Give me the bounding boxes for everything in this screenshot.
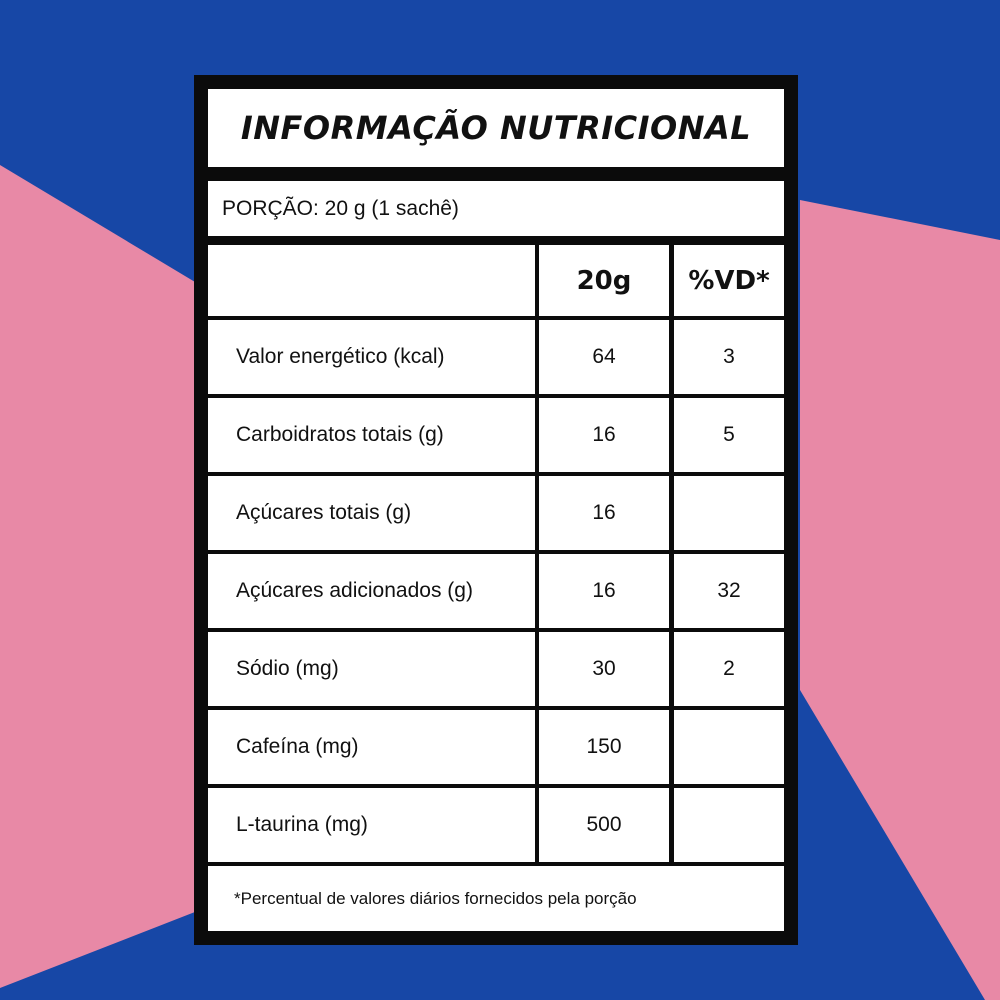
nutrient-label: Valor energético (kcal) — [208, 320, 535, 394]
nutrient-amount: 16 — [539, 398, 669, 472]
nutrient-dv — [674, 710, 784, 784]
nutrient-dv: 32 — [674, 554, 784, 628]
nutrient-dv — [674, 476, 784, 550]
nutrient-dv: 2 — [674, 632, 784, 706]
label-title: INFORMAÇÃO NUTRICIONAL — [208, 89, 784, 167]
nutrient-label: Cafeína (mg) — [208, 710, 535, 784]
nutrient-label: Açúcares adicionados (g) — [208, 554, 535, 628]
nutrient-label: Açúcares totais (g) — [208, 476, 535, 550]
nutrition-label — [194, 75, 798, 945]
nutrient-amount: 16 — [539, 476, 669, 550]
nutrient-dv: 3 — [674, 320, 784, 394]
nutrient-label: Sódio (mg) — [208, 632, 535, 706]
nutrient-amount: 16 — [539, 554, 669, 628]
footnote: *Percentual de valores diários fornecidos pela porção — [208, 866, 784, 931]
portion-info: PORÇÃO: 20 g (1 sachê) — [208, 181, 784, 236]
column-header-dv: %VD* — [674, 245, 784, 316]
nutrient-label: Carboidratos totais (g) — [208, 398, 535, 472]
nutrient-amount: 64 — [539, 320, 669, 394]
nutrient-label: L-taurina (mg) — [208, 788, 535, 862]
nutrient-amount: 150 — [539, 710, 669, 784]
background-pink-left — [0, 165, 200, 988]
nutrient-dv: 5 — [674, 398, 784, 472]
nutrient-amount: 30 — [539, 632, 669, 706]
nutrient-dv — [674, 788, 784, 862]
header-blank-cell — [208, 245, 535, 316]
nutrient-amount: 500 — [539, 788, 669, 862]
column-header-amount: 20g — [539, 245, 669, 316]
